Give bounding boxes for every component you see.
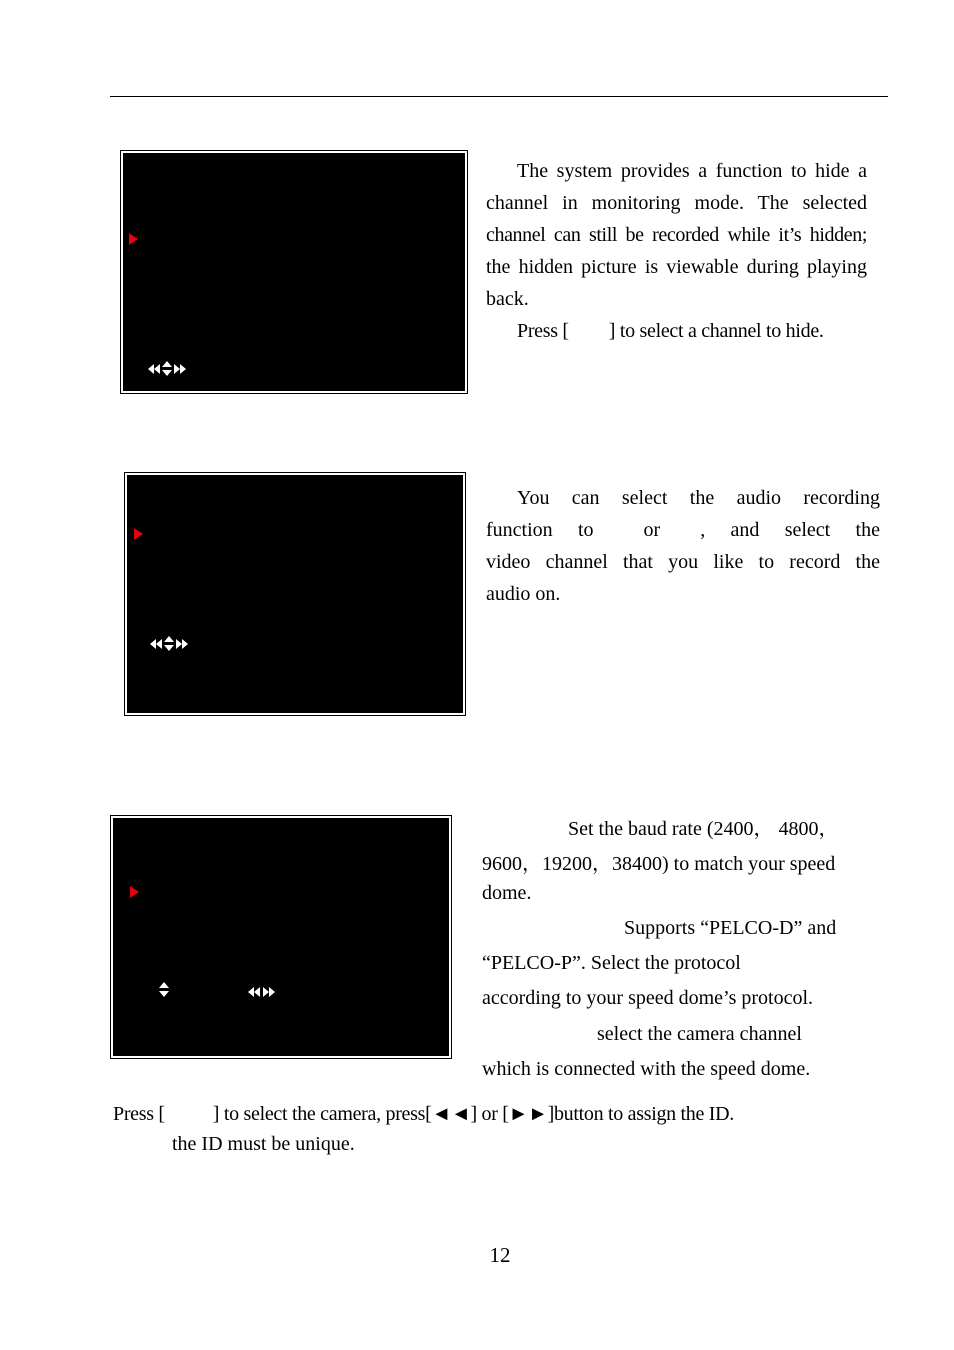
cursor-arrow-icon xyxy=(129,233,138,245)
channel-line-2: which is connected with the speed dome. xyxy=(482,1058,811,1080)
cursor-arrow-icon xyxy=(134,528,143,540)
hide-channel-description xyxy=(486,155,867,347)
audio-menu-screenshot xyxy=(124,472,466,716)
text-span: or xyxy=(643,519,661,541)
text-line: back. xyxy=(486,288,529,310)
protocol-line-1: Supports “PELCO-D” and xyxy=(624,917,837,939)
text-line xyxy=(486,514,880,546)
protocol-line-3: according to your speed dome’s protocol. xyxy=(482,987,814,1009)
press-prefix: Press [ xyxy=(113,1103,165,1125)
text-line: channel can still be recorded while it’s hidden; xyxy=(486,224,867,246)
header-rule xyxy=(110,96,888,97)
press-suffix: ] to select the camera, press[◄◄] or [►►]button to assign the ID. xyxy=(212,1103,734,1125)
menu-screen-display xyxy=(127,475,463,713)
ptz-press-instruction xyxy=(113,1103,734,1126)
cursor-arrow-icon xyxy=(130,886,139,898)
text-line: You can select the audio recording xyxy=(517,487,880,509)
audio-description xyxy=(486,482,880,610)
hide-channel-menu-screenshot xyxy=(120,150,468,394)
text-line: The system provides a function to hide a xyxy=(517,160,867,182)
unique-id-note: the ID must be unique. xyxy=(172,1133,355,1155)
page-number: 12 xyxy=(489,1243,511,1267)
press-prefix: Press [ xyxy=(517,320,569,342)
text-span: function to xyxy=(486,519,594,541)
text-line: the hidden picture is viewable during playing xyxy=(486,256,867,278)
text-span: , and select the xyxy=(700,519,880,541)
baud-line-3: dome. xyxy=(482,882,532,904)
baud-line-1: Set the baud rate (2400， 4800， xyxy=(568,818,839,840)
navigation-arrows-icon xyxy=(150,636,188,651)
text-line: video channel that you like to record the xyxy=(486,551,880,573)
press-suffix: ] to select a channel to hide. xyxy=(608,320,824,342)
text-line: audio on. xyxy=(486,583,561,605)
press-instruction xyxy=(486,315,867,347)
navigation-arrows-icon xyxy=(148,361,186,376)
baud-line-2: 9600，19200，38400) to match your speed xyxy=(482,853,836,875)
ptz-menu-screenshot xyxy=(110,815,452,1059)
channel-line-1: select the camera channel xyxy=(597,1023,802,1045)
up-down-arrows-icon xyxy=(157,982,171,997)
menu-screen-display xyxy=(113,818,449,1056)
protocol-line-2: “PELCO-P”. Select the protocol xyxy=(482,952,741,974)
menu-screen-display xyxy=(123,153,465,391)
left-right-arrows-icon xyxy=(248,987,275,997)
text-line: channel in monitoring mode. The selected xyxy=(486,192,867,214)
